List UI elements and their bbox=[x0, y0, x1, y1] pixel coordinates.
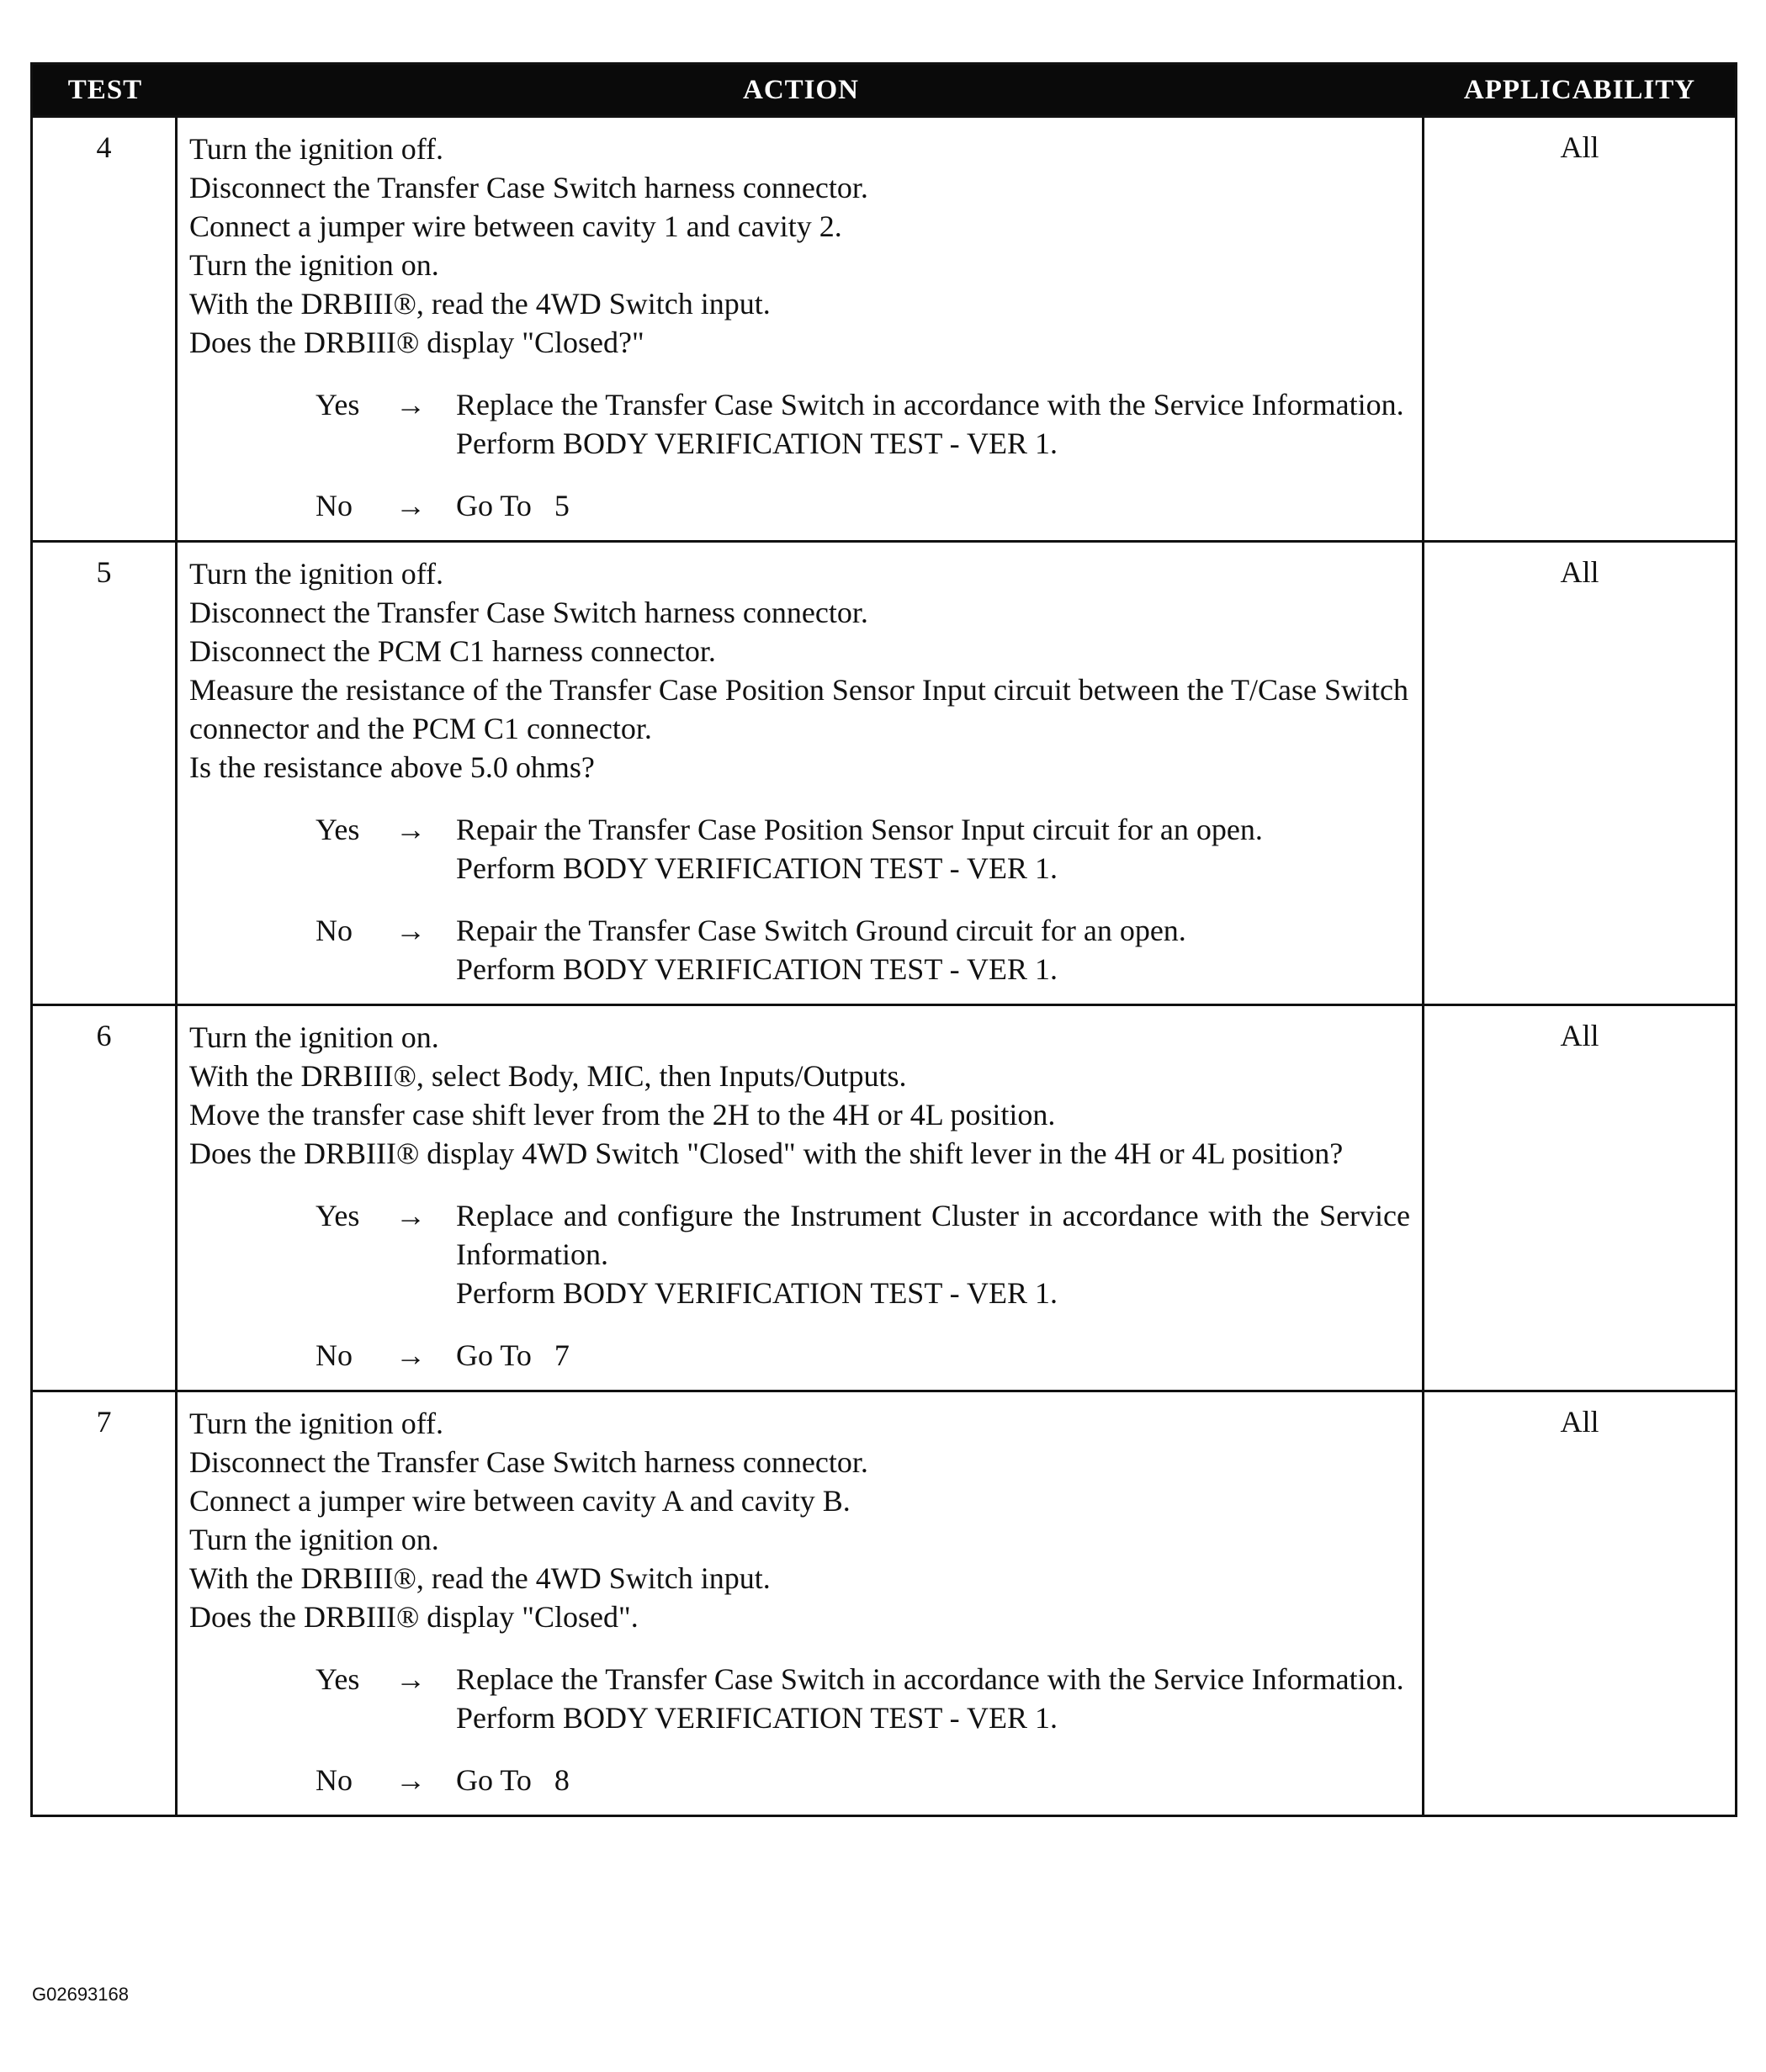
result-line: Repair the Transfer Case Position Sensor Input circuit for an open. bbox=[456, 813, 1263, 846]
action-steps bbox=[189, 130, 1410, 362]
action-step: Is the resistance above 5.0 ohms? bbox=[189, 750, 595, 784]
action-steps bbox=[189, 1404, 1410, 1636]
no-result bbox=[456, 1761, 1410, 1799]
action-cell bbox=[178, 118, 1424, 540]
applicability: All bbox=[1560, 130, 1599, 164]
no-label: No bbox=[316, 1338, 353, 1372]
action-step: Disconnect the Transfer Case Switch harness connector. bbox=[189, 1445, 868, 1479]
yes-result bbox=[456, 1660, 1410, 1737]
yes-result bbox=[456, 1196, 1418, 1312]
header-test: TEST bbox=[67, 74, 143, 105]
action-step: Turn the ignition off. bbox=[189, 1407, 444, 1440]
result-line: Go To 5 bbox=[456, 489, 570, 522]
result-line: Replace and configure the Instrument Cluster in accordance with the Service Information. bbox=[456, 1199, 1418, 1271]
right-arrow-icon: → bbox=[395, 1199, 426, 1232]
yes-result bbox=[456, 810, 1410, 888]
yes-branch bbox=[316, 385, 1410, 463]
table-row bbox=[33, 1004, 1735, 1390]
result-line: Perform BODY VERIFICATION TEST - VER 1. bbox=[456, 952, 1058, 986]
no-result bbox=[456, 1336, 1410, 1375]
no-label: No bbox=[316, 489, 353, 522]
header-applicability: APPLICABILITY bbox=[1463, 74, 1696, 105]
action-step: Turn the ignition on. bbox=[189, 1020, 439, 1054]
result-line: Repair the Transfer Case Switch Ground circuit for an open. bbox=[456, 914, 1186, 947]
right-arrow-icon: → bbox=[395, 1662, 426, 1696]
right-arrow-icon: → bbox=[395, 489, 426, 522]
result-line: Replace the Transfer Case Switch in accordance with the Service Information. bbox=[456, 1662, 1404, 1696]
applicability: All bbox=[1560, 555, 1599, 589]
result-line: Perform BODY VERIFICATION TEST - VER 1. bbox=[456, 427, 1058, 460]
result-line: Go To 7 bbox=[456, 1338, 570, 1372]
yes-label: Yes bbox=[316, 1662, 360, 1696]
action-step: Disconnect the Transfer Case Switch harness connector. bbox=[189, 171, 868, 204]
action-step: Turn the ignition off. bbox=[189, 132, 444, 166]
no-result bbox=[456, 911, 1410, 988]
action-step: Disconnect the PCM C1 harness connector. bbox=[189, 634, 716, 668]
yes-label: Yes bbox=[316, 813, 360, 846]
action-step: Does the DRBIII® display "Closed?" bbox=[189, 326, 644, 359]
action-step: With the DRBIII®, read the 4WD Switch input. bbox=[189, 1561, 771, 1595]
action-steps bbox=[189, 554, 1410, 787]
action-step: Disconnect the Transfer Case Switch harness connector. bbox=[189, 596, 868, 629]
test-number: 6 bbox=[33, 1006, 178, 1390]
test-number: 5 bbox=[33, 543, 178, 1004]
action-step: Does the DRBIII® display 4WD Switch "Closed" with the shift lever in the 4H or 4L position? bbox=[189, 1137, 1344, 1170]
no-label: No bbox=[316, 914, 353, 947]
action-cell bbox=[178, 1006, 1424, 1390]
action-step: Connect a jumper wire between cavity A and cavity B. bbox=[189, 1484, 851, 1518]
right-arrow-icon: → bbox=[395, 1763, 426, 1797]
result-line: Replace the Transfer Case Switch in accordance with the Service Information. bbox=[456, 388, 1404, 421]
right-arrow-icon: → bbox=[395, 1338, 426, 1372]
right-arrow-icon: → bbox=[395, 813, 426, 846]
yes-branch bbox=[316, 810, 1410, 888]
yes-label: Yes bbox=[316, 1199, 360, 1232]
no-branch bbox=[316, 1336, 1410, 1375]
applicability: All bbox=[1560, 1019, 1599, 1052]
yes-branch bbox=[316, 1196, 1418, 1312]
test-number: 7 bbox=[33, 1392, 178, 1815]
action-steps bbox=[189, 1018, 1410, 1173]
no-branch bbox=[316, 911, 1410, 988]
table-header bbox=[33, 65, 1735, 115]
figure-code: G02693168 bbox=[32, 1984, 129, 2005]
right-arrow-icon: → bbox=[395, 914, 426, 947]
no-branch bbox=[316, 1761, 1410, 1799]
yes-branch bbox=[316, 1660, 1410, 1737]
action-step: With the DRBIII®, select Body, MIC, then Inputs/Outputs. bbox=[189, 1059, 907, 1093]
action-step: Turn the ignition on. bbox=[189, 248, 439, 282]
yes-result bbox=[456, 385, 1410, 463]
action-cell bbox=[178, 1392, 1424, 1815]
right-arrow-icon: → bbox=[395, 388, 426, 421]
applicability: All bbox=[1560, 1405, 1599, 1439]
no-label: No bbox=[316, 1763, 353, 1797]
action-step: Turn the ignition off. bbox=[189, 557, 444, 591]
action-step: With the DRBIII®, read the 4WD Switch input. bbox=[189, 287, 771, 321]
table-row bbox=[33, 540, 1735, 1004]
table-body bbox=[33, 115, 1735, 1815]
header-action: ACTION bbox=[742, 74, 860, 105]
result-line: Perform BODY VERIFICATION TEST - VER 1. bbox=[456, 1701, 1058, 1735]
action-step: Move the transfer case shift lever from the 2H to the 4H or 4L position. bbox=[189, 1098, 1056, 1131]
action-step: Turn the ignition on. bbox=[189, 1523, 439, 1556]
no-branch bbox=[316, 486, 1410, 525]
action-step: Measure the resistance of the Transfer Case Position Sensor Input circuit between the T/Case Switch connector and the PCM C1 connector. bbox=[189, 673, 1409, 745]
result-line: Perform BODY VERIFICATION TEST - VER 1. bbox=[456, 851, 1058, 885]
action-step: Connect a jumper wire between cavity 1 and cavity 2. bbox=[189, 209, 842, 243]
no-result bbox=[456, 486, 1410, 525]
test-number: 4 bbox=[33, 118, 178, 540]
diagnostic-test-table bbox=[30, 62, 1737, 1817]
table-row bbox=[33, 1390, 1735, 1815]
yes-label: Yes bbox=[316, 388, 360, 421]
action-cell bbox=[178, 543, 1424, 1004]
result-line: Perform BODY VERIFICATION TEST - VER 1. bbox=[456, 1276, 1058, 1310]
result-line: Go To 8 bbox=[456, 1763, 570, 1797]
action-step: Does the DRBIII® display "Closed". bbox=[189, 1600, 639, 1634]
table-row bbox=[33, 115, 1735, 540]
